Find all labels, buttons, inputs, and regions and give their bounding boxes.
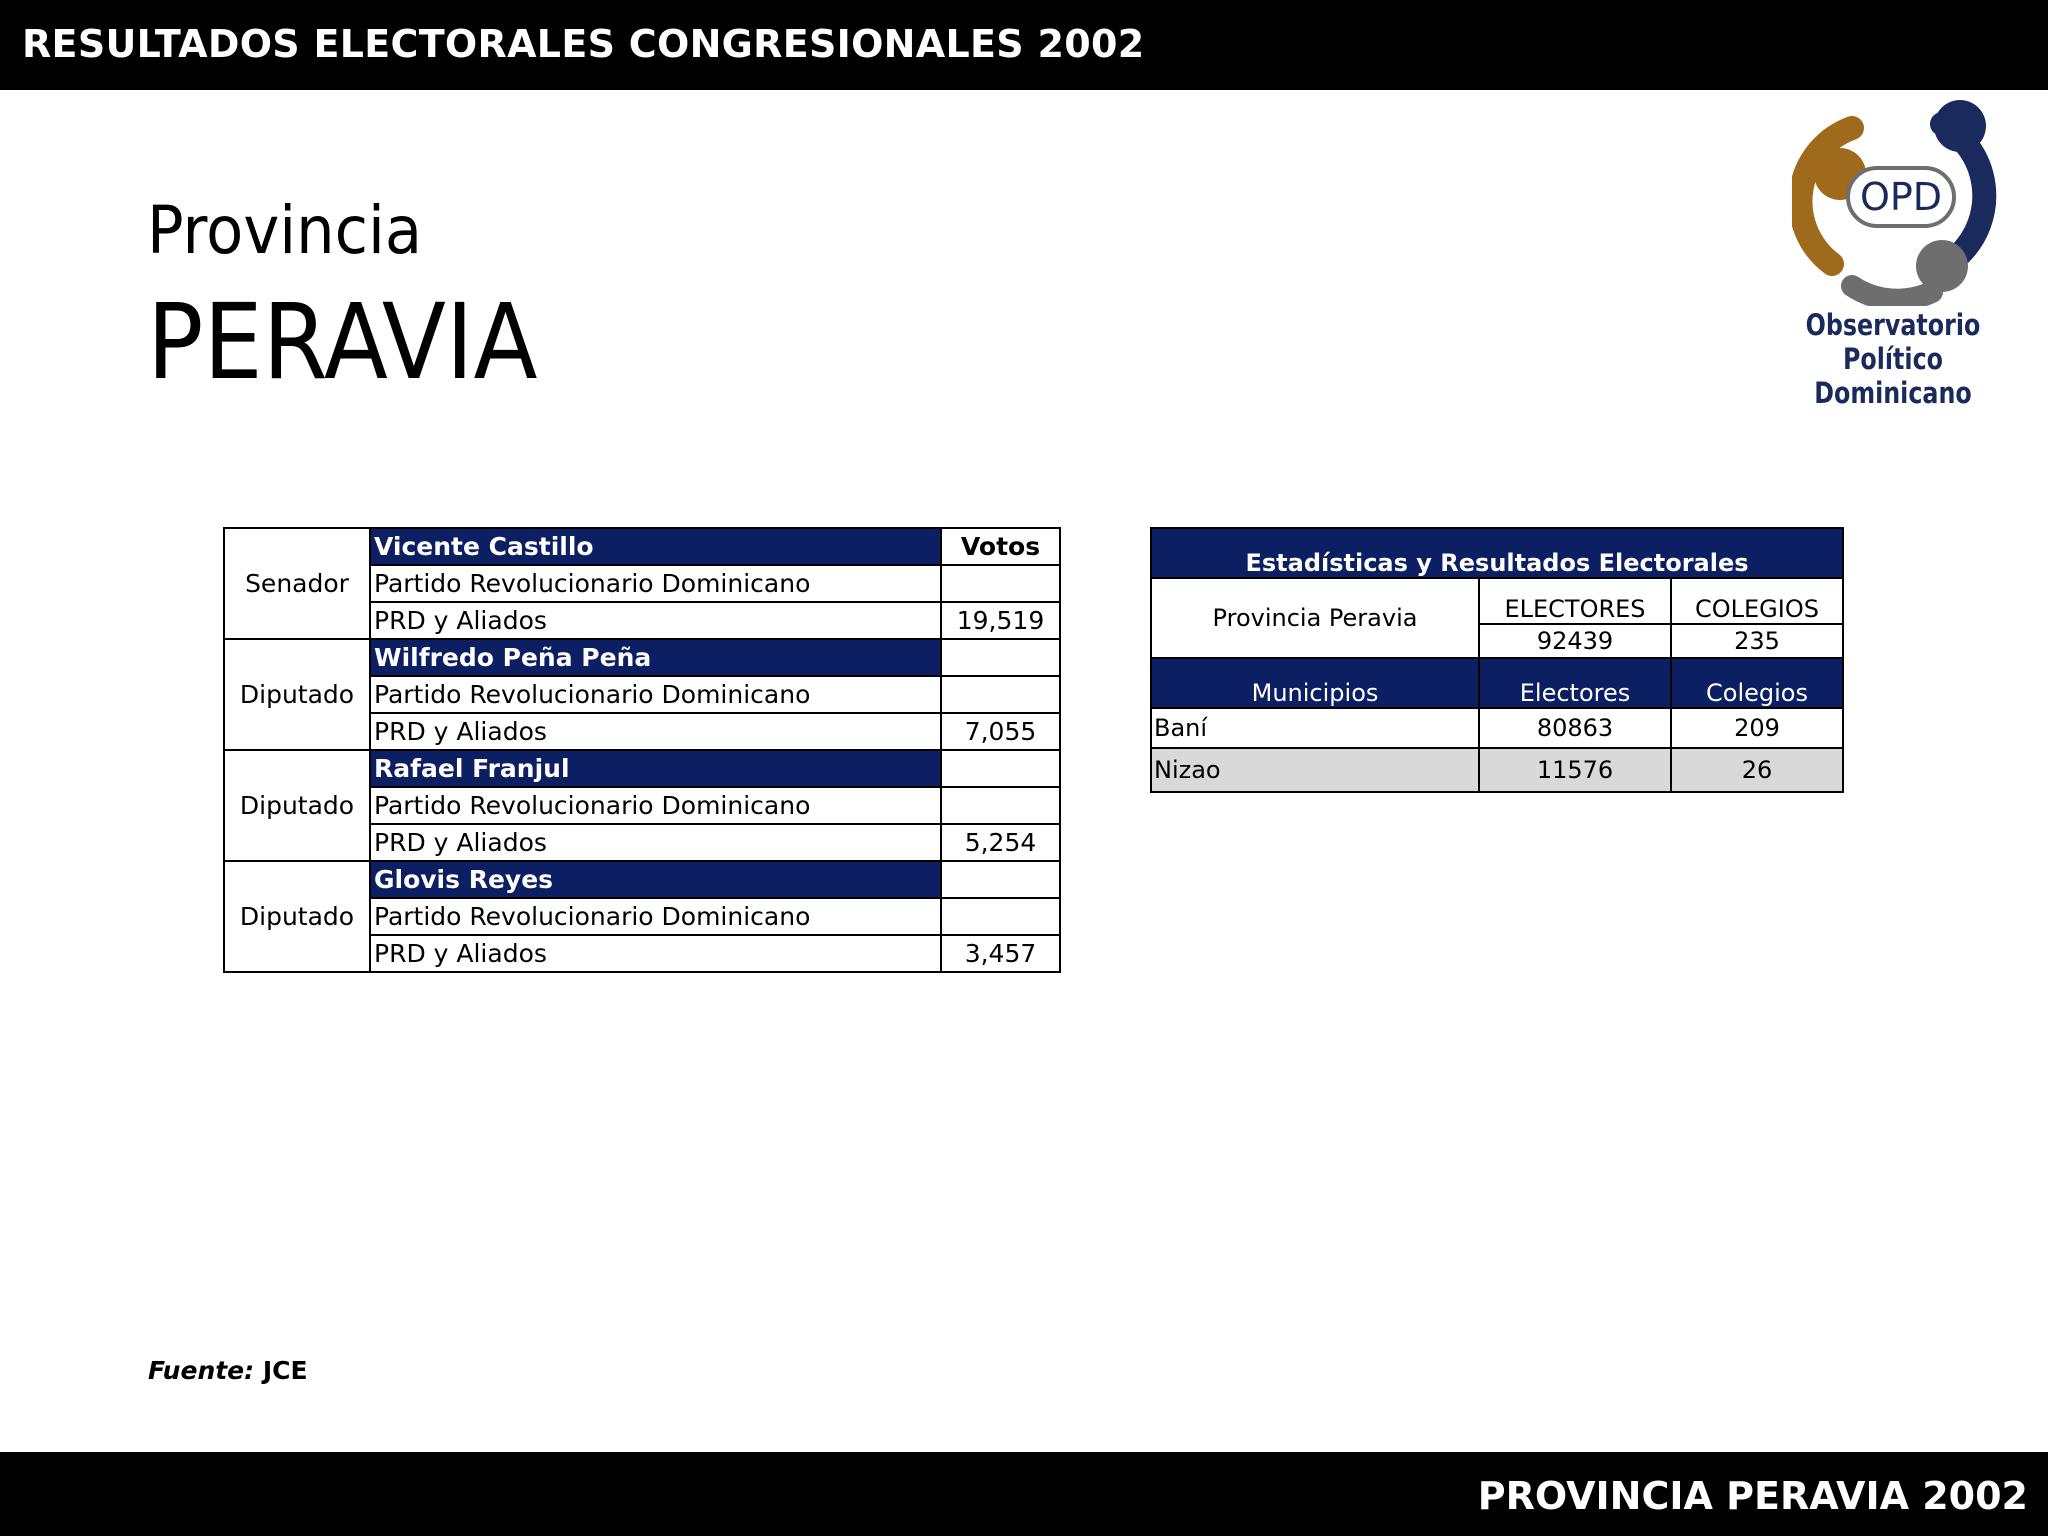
candidate-name: Vicente Castillo <box>370 528 941 565</box>
votes-empty <box>941 676 1060 713</box>
logo-name-line2: Dominicano <box>1814 376 1972 410</box>
municipio-electores: 11576 <box>1479 748 1671 792</box>
header-title: RESULTADOS ELECTORALES CONGRESIONALES 2002 <box>22 22 1145 66</box>
logo-name-line1: Observatorio Político <box>1805 308 1981 376</box>
source-value: JCE <box>262 1356 308 1385</box>
party-name: Partido Revolucionario Dominicano <box>370 898 941 935</box>
table-row <box>224 528 1060 565</box>
votes-empty <box>941 861 1060 898</box>
alliance-name: PRD y Aliados <box>370 713 941 750</box>
candidate-name: Wilfredo Peña Peña <box>370 639 941 676</box>
party-name: Partido Revolucionario Dominicano <box>370 565 941 602</box>
candidates-table <box>223 527 1061 973</box>
province-name: PERAVIA <box>147 281 538 403</box>
role-cell: Diputado <box>224 861 370 972</box>
party-name: Partido Revolucionario Dominicano <box>370 787 941 824</box>
table-row <box>1151 578 1843 624</box>
role-cell: Diputado <box>224 750 370 861</box>
electores-col-header: Electores <box>1479 658 1671 708</box>
alliance-name: PRD y Aliados <box>370 824 941 861</box>
table-row <box>1151 748 1843 792</box>
municipio-electores: 80863 <box>1479 708 1671 748</box>
colegios-header: COLEGIOS <box>1671 578 1843 624</box>
colegios-total: 235 <box>1671 624 1843 658</box>
municipio-colegios: 209 <box>1671 708 1843 748</box>
table-row <box>1151 708 1843 748</box>
header-bar <box>0 0 2048 90</box>
candidate-name: Glovis Reyes <box>370 861 941 898</box>
table-row <box>1151 658 1843 708</box>
footer-title: PROVINCIA PERAVIA 2002 <box>1477 1474 2028 1518</box>
province-cell: Provincia Peravia <box>1151 578 1479 658</box>
opd-logo-icon <box>1792 96 2002 306</box>
alliance-name: PRD y Aliados <box>370 935 941 972</box>
municipio-colegios: 26 <box>1671 748 1843 792</box>
votes-value: 19,519 <box>941 602 1060 639</box>
votes-empty <box>941 787 1060 824</box>
opd-acronym: OPD <box>1859 175 1943 219</box>
role-cell: Diputado <box>224 639 370 750</box>
role-cell: Senador <box>224 528 370 639</box>
source-note <box>148 1356 308 1385</box>
votes-header: Votos <box>941 528 1060 565</box>
votes-empty <box>941 565 1060 602</box>
votes-value: 3,457 <box>941 935 1060 972</box>
stats-table <box>1150 527 1844 793</box>
table-row <box>1151 528 1843 578</box>
municipio-name: Nizao <box>1151 748 1479 792</box>
votes-value: 7,055 <box>941 713 1060 750</box>
electores-total: 92439 <box>1479 624 1671 658</box>
source-label: Fuente: <box>148 1356 255 1385</box>
electores-header: ELECTORES <box>1479 578 1671 624</box>
candidate-name: Rafael Franjul <box>370 750 941 787</box>
table-row <box>224 639 1060 676</box>
alliance-name: PRD y Aliados <box>370 602 941 639</box>
votes-empty <box>941 898 1060 935</box>
footer-bar <box>0 1452 2048 1536</box>
votes-empty <box>941 639 1060 676</box>
municipio-name: Baní <box>1151 708 1479 748</box>
votes-value: 5,254 <box>941 824 1060 861</box>
party-name: Partido Revolucionario Dominicano <box>370 676 941 713</box>
municipios-header: Municipios <box>1151 658 1479 708</box>
colegios-col-header: Colegios <box>1671 658 1843 708</box>
table-row <box>224 861 1060 898</box>
table-row <box>224 750 1060 787</box>
logo-name <box>1777 308 2008 410</box>
province-label: Provincia <box>147 192 423 269</box>
votes-empty <box>941 750 1060 787</box>
opd-logo <box>1752 96 2034 410</box>
stats-title: Estadísticas y Resultados Electorales <box>1151 528 1843 578</box>
